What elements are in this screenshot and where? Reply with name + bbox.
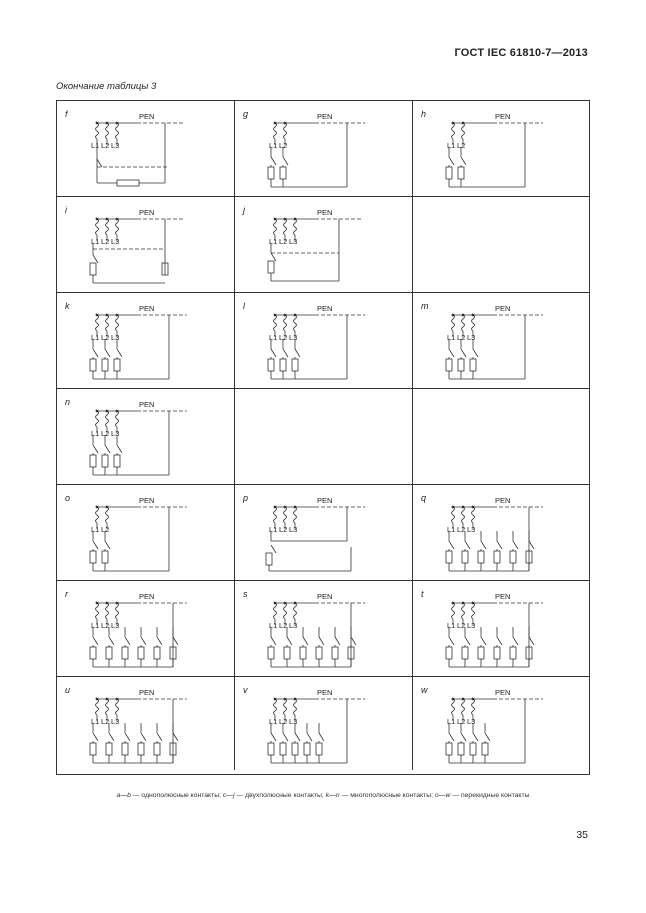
coil	[462, 123, 465, 139]
footnote	[56, 790, 590, 801]
resistor	[106, 647, 112, 659]
schematic-diagram	[57, 581, 235, 677]
phase-label: L2	[101, 429, 110, 438]
schematic-diagram	[413, 293, 589, 389]
resistor	[510, 551, 516, 563]
resistor	[494, 647, 500, 659]
coil	[274, 507, 277, 523]
coil	[274, 219, 277, 235]
phase-label: L2	[279, 237, 288, 246]
resistor	[462, 647, 468, 659]
phase-label: L2	[101, 621, 110, 630]
pen-label: PEN	[495, 592, 511, 601]
phase-label: L1	[91, 333, 100, 342]
phase-label: L3	[289, 621, 298, 630]
coil	[106, 507, 109, 523]
schematic-diagram	[413, 677, 589, 773]
coil	[462, 315, 465, 331]
resistor	[292, 743, 298, 755]
footnote-cj-range: c—j	[222, 792, 235, 799]
resistor	[122, 743, 128, 755]
cell-letter: q	[421, 493, 427, 503]
cell-l	[235, 293, 413, 389]
phase-label: L3	[467, 717, 476, 726]
coil	[96, 507, 99, 523]
resistor	[284, 647, 290, 659]
resistor	[280, 167, 286, 179]
resistor	[268, 743, 274, 755]
phase-label: L2	[101, 717, 110, 726]
cell-letter: i	[65, 205, 67, 215]
coil	[96, 699, 99, 715]
coil	[116, 315, 119, 331]
cell-j	[235, 197, 413, 293]
cell-letter: r	[65, 589, 68, 599]
coil	[284, 315, 287, 331]
pen-label: PEN	[317, 496, 333, 505]
schematic-diagram	[235, 389, 413, 485]
cell-h	[413, 101, 589, 197]
cell-letter: p	[243, 493, 249, 503]
resistor	[332, 647, 338, 659]
phase-label: L2	[279, 525, 288, 534]
coil	[452, 699, 455, 715]
cell-letter: j	[243, 205, 245, 215]
coil	[294, 699, 297, 715]
phase-label: L1	[91, 141, 100, 150]
resistor	[494, 551, 500, 563]
cell-i	[57, 197, 235, 293]
resistor	[316, 743, 322, 755]
resistor	[446, 359, 452, 371]
resistor	[268, 261, 274, 273]
coil	[274, 603, 277, 619]
resistor	[292, 359, 298, 371]
resistor	[90, 647, 96, 659]
phase-label: L3	[289, 333, 298, 342]
schematic-diagram	[413, 197, 589, 293]
resistor	[458, 167, 464, 179]
schematic-diagram	[413, 389, 589, 485]
pen-label: PEN	[317, 208, 333, 217]
phase-label: L1	[91, 621, 100, 630]
coil	[96, 123, 99, 139]
phase-label: L3	[289, 237, 298, 246]
coil	[96, 411, 99, 427]
contact-diagram-table	[56, 100, 590, 775]
resistor	[90, 263, 96, 275]
resistor	[280, 359, 286, 371]
cell-o	[57, 485, 235, 581]
phase-label: L2	[279, 333, 288, 342]
cell-v	[235, 677, 413, 770]
cell-m	[413, 293, 589, 389]
resistor	[458, 743, 464, 755]
schematic-diagram	[235, 101, 413, 197]
phase-label: L1	[269, 141, 278, 150]
resistor	[138, 743, 144, 755]
schematic-diagram	[57, 677, 235, 773]
resistor	[300, 647, 306, 659]
cell-letter: l	[243, 301, 245, 311]
phase-label: L3	[111, 717, 120, 726]
cell-letter: f	[65, 109, 68, 119]
pen-label: PEN	[495, 496, 511, 505]
coil	[96, 315, 99, 331]
table-caption: Окончание таблицы 3	[56, 81, 157, 92]
resistor	[154, 647, 160, 659]
coil	[106, 411, 109, 427]
coil	[96, 603, 99, 619]
phase-label: L2	[279, 141, 288, 150]
cell-q	[413, 485, 589, 581]
resistor	[446, 167, 452, 179]
coil	[472, 315, 475, 331]
cell-t	[413, 581, 589, 677]
resistor	[458, 359, 464, 371]
resistor	[117, 180, 139, 186]
coil	[116, 411, 119, 427]
cell-letter: s	[243, 589, 248, 599]
cell-letter: k	[65, 301, 70, 311]
phase-label: L3	[289, 525, 298, 534]
cell-letter: v	[243, 685, 248, 695]
pen-label: PEN	[317, 112, 333, 121]
phase-label: L1	[269, 525, 278, 534]
phase-label: L2	[101, 237, 110, 246]
phase-label: L1	[269, 333, 278, 342]
phase-label: L3	[111, 621, 120, 630]
cell-letter: t	[421, 589, 424, 599]
coil	[452, 603, 455, 619]
phase-label: L3	[111, 333, 120, 342]
resistor	[106, 743, 112, 755]
coil	[274, 123, 277, 139]
resistor	[102, 455, 108, 467]
schematic-diagram	[235, 581, 413, 677]
coil	[106, 123, 109, 139]
cell-w	[413, 677, 589, 770]
pen-label: PEN	[139, 208, 155, 217]
phase-label: L1	[269, 717, 278, 726]
phase-label: L1	[269, 621, 278, 630]
phase-label: L3	[111, 429, 120, 438]
coil	[462, 603, 465, 619]
coil	[116, 699, 119, 715]
resistor	[304, 743, 310, 755]
resistor	[316, 647, 322, 659]
pen-label: PEN	[495, 112, 511, 121]
coil	[106, 315, 109, 331]
schematic-diagram	[57, 197, 235, 293]
coil	[106, 219, 109, 235]
footnote-ow-text: — перекидные контакты	[452, 792, 530, 799]
coil	[284, 603, 287, 619]
pen-label: PEN	[317, 304, 333, 313]
cell-u	[57, 677, 235, 770]
schematic-diagram	[413, 101, 589, 197]
phase-label: L2	[457, 333, 466, 342]
schematic-diagram	[57, 293, 235, 389]
coil	[462, 507, 465, 523]
phase-label: L1	[91, 717, 100, 726]
phase-label: L2	[279, 621, 288, 630]
coil	[294, 603, 297, 619]
coil	[462, 699, 465, 715]
phase-label: L1	[447, 333, 456, 342]
coil	[294, 219, 297, 235]
footnote-ab-range: a—b	[116, 792, 131, 799]
phase-label: L1	[91, 525, 100, 534]
phase-label: L1	[269, 237, 278, 246]
phase-label: L1	[91, 429, 100, 438]
resistor	[102, 551, 108, 563]
phase-label: L2	[457, 717, 466, 726]
resistor	[482, 743, 488, 755]
cell-n	[57, 389, 235, 485]
footnote-kn-range: k—n	[325, 792, 340, 799]
standard-code: ГОСТ IEC 61810-7—2013	[454, 47, 588, 59]
cell-empty	[413, 389, 589, 485]
pen-label: PEN	[495, 304, 511, 313]
phase-label: L1	[447, 717, 456, 726]
cell-k	[57, 293, 235, 389]
schematic-diagram	[57, 485, 235, 581]
coil	[284, 507, 287, 523]
resistor	[102, 359, 108, 371]
phase-label: L2	[457, 525, 466, 534]
coil	[106, 603, 109, 619]
cell-p	[235, 485, 413, 581]
resistor	[90, 455, 96, 467]
resistor	[154, 743, 160, 755]
resistor	[268, 359, 274, 371]
resistor	[90, 551, 96, 563]
coil	[284, 699, 287, 715]
coil	[96, 219, 99, 235]
coil	[274, 699, 277, 715]
schematic-diagram	[413, 581, 589, 677]
resistor	[470, 359, 476, 371]
pen-label: PEN	[139, 400, 155, 409]
resistor	[478, 647, 484, 659]
resistor	[114, 455, 120, 467]
coil	[472, 699, 475, 715]
resistor	[478, 551, 484, 563]
pen-label: PEN	[139, 592, 155, 601]
cell-letter: g	[243, 109, 249, 119]
resistor	[446, 551, 452, 563]
coil	[116, 603, 119, 619]
resistor	[462, 551, 468, 563]
phase-label: L2	[279, 717, 288, 726]
resistor	[114, 359, 120, 371]
coil	[452, 123, 455, 139]
pen-label: PEN	[139, 304, 155, 313]
phase-label: L1	[447, 141, 456, 150]
schematic-diagram	[57, 101, 235, 197]
resistor	[510, 647, 516, 659]
cell-s	[235, 581, 413, 677]
phase-label: L3	[289, 717, 298, 726]
footnote-ab-text: — однополюсные контакты;	[132, 792, 221, 799]
cell-empty	[413, 197, 589, 293]
resistor	[268, 647, 274, 659]
coil	[472, 603, 475, 619]
phase-label: L1	[447, 621, 456, 630]
coil	[284, 123, 287, 139]
cell-letter: n	[65, 397, 71, 407]
phase-label: L2	[457, 621, 466, 630]
pen-label: PEN	[139, 496, 155, 505]
schematic-diagram	[235, 293, 413, 389]
phase-label: L3	[111, 141, 120, 150]
resistor	[266, 553, 272, 565]
coil	[452, 507, 455, 523]
resistor	[90, 743, 96, 755]
resistor	[470, 743, 476, 755]
pen-label: PEN	[317, 688, 333, 697]
phase-label: L3	[467, 333, 476, 342]
coil	[472, 507, 475, 523]
cell-empty	[235, 389, 413, 485]
page-number: 35	[576, 829, 588, 841]
footnote-kn-text: — многополюсные контакты;	[341, 792, 433, 799]
pen-label: PEN	[139, 112, 155, 121]
phase-label: L3	[467, 525, 476, 534]
coil	[274, 315, 277, 331]
footnote-ow-range: o—w	[434, 792, 451, 799]
coil	[452, 315, 455, 331]
phase-label: L1	[447, 525, 456, 534]
schematic-diagram	[235, 485, 413, 581]
schematic-diagram	[57, 389, 235, 485]
resistor	[446, 743, 452, 755]
phase-label: L2	[101, 333, 110, 342]
resistor	[90, 359, 96, 371]
phase-label: L1	[91, 237, 100, 246]
coil	[294, 507, 297, 523]
phase-label: L3	[467, 621, 476, 630]
pen-label: PEN	[139, 688, 155, 697]
phase-label: L2	[101, 141, 110, 150]
resistor	[446, 647, 452, 659]
cell-letter: m	[421, 301, 429, 311]
coil	[116, 219, 119, 235]
schematic-diagram	[235, 197, 413, 293]
cell-letter: h	[421, 109, 427, 119]
pen-label: PEN	[495, 688, 511, 697]
phase-label: L3	[111, 237, 120, 246]
coil	[294, 315, 297, 331]
resistor	[268, 167, 274, 179]
cell-r	[57, 581, 235, 677]
resistor	[138, 647, 144, 659]
resistor	[122, 647, 128, 659]
cell-g	[235, 101, 413, 197]
schematic-diagram	[235, 677, 413, 773]
cell-letter: w	[421, 685, 428, 695]
footnote-cj-text: — двухполюсные контакты;	[236, 792, 324, 799]
coil	[284, 219, 287, 235]
resistor	[280, 743, 286, 755]
cell-letter: o	[65, 493, 71, 503]
phase-label: L2	[457, 141, 466, 150]
cell-f	[57, 101, 235, 197]
coil	[116, 123, 119, 139]
pen-label: PEN	[317, 592, 333, 601]
phase-label: L2	[101, 525, 110, 534]
schematic-diagram	[413, 485, 589, 581]
cell-letter: u	[65, 685, 71, 695]
coil	[106, 699, 109, 715]
